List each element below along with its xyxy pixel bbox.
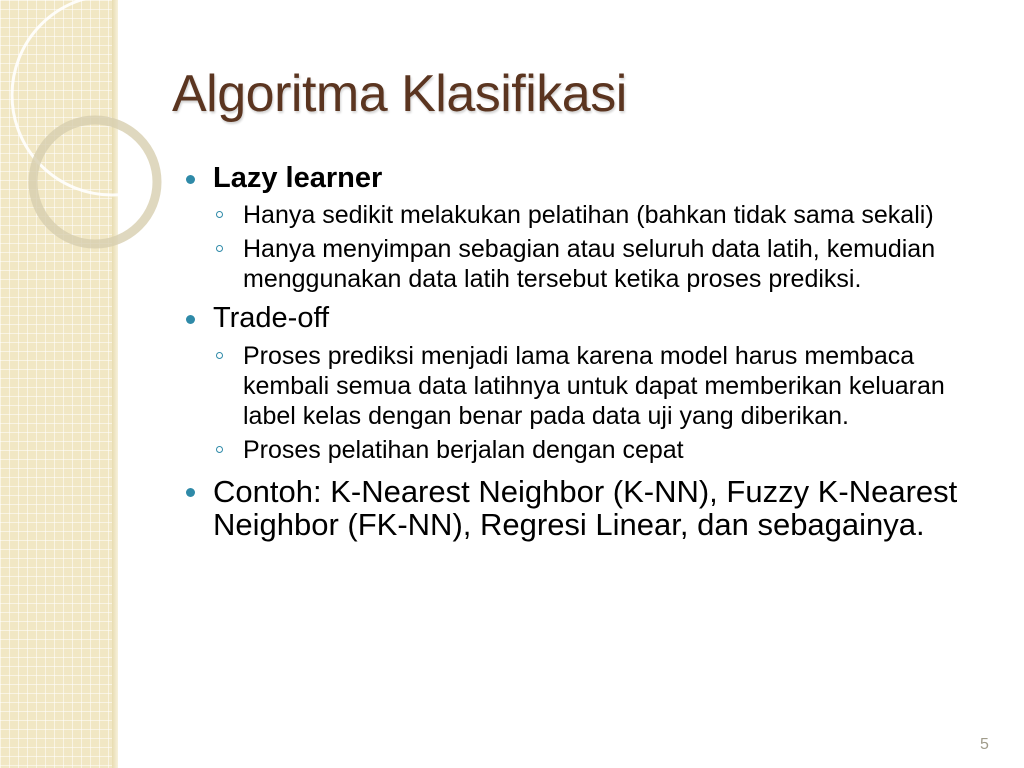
sub-bullet-trade-1-text: Proses prediksi menjadi lama karena model harus membaca kembali semua data latihnya untuk dapat memberikan keluaran label kelas dengan benar pada data uji yang diberikan.	[243, 342, 945, 430]
sub-bullet-trade-2-text: Proses pelatihan berjalan dengan cepat	[243, 436, 684, 464]
bullet-dot-icon	[186, 315, 195, 324]
bullet-lazy-learner	[186, 162, 986, 195]
sub-bullet-lazy-2	[186, 234, 986, 294]
sub-bullet-trade-1	[186, 341, 986, 431]
bullet-trade-off	[186, 302, 986, 335]
bullet-contoh	[186, 475, 986, 541]
bullet-ring-icon	[216, 446, 223, 453]
bullet-trade-off-label: Trade-off	[213, 302, 330, 334]
sub-bullet-lazy-1-text: Hanya sedikit melakukan pelatihan (bahkan tidak sama sekali)	[243, 201, 934, 229]
bullet-ring-icon	[216, 245, 223, 252]
slide-content	[186, 162, 986, 541]
sub-bullet-trade-2	[186, 435, 986, 465]
bullet-contoh-text: Contoh: K-Nearest Neighbor (K-NN), Fuzzy K-Nearest Neighbor (FK-NN), Regresi Linear, dan sebagainya.	[213, 474, 958, 542]
page-number: 5	[980, 736, 989, 753]
bullet-ring-icon	[216, 211, 223, 218]
decorative-circles	[0, 0, 200, 320]
sub-bullet-lazy-1	[186, 200, 986, 230]
bullet-dot-icon	[186, 488, 195, 497]
slide-title: Algoritma Klasifikasi	[172, 65, 627, 123]
bullet-dot-icon	[186, 175, 195, 184]
bullet-ring-icon	[216, 352, 223, 359]
decorative-circle-small	[33, 120, 157, 244]
sub-bullet-lazy-2-text: Hanya menyimpan sebagian atau seluruh data latih, kemudian menggunakan data latih tersebut ketika proses prediksi.	[243, 235, 936, 293]
bullet-lazy-learner-label: Lazy learner	[213, 162, 383, 194]
